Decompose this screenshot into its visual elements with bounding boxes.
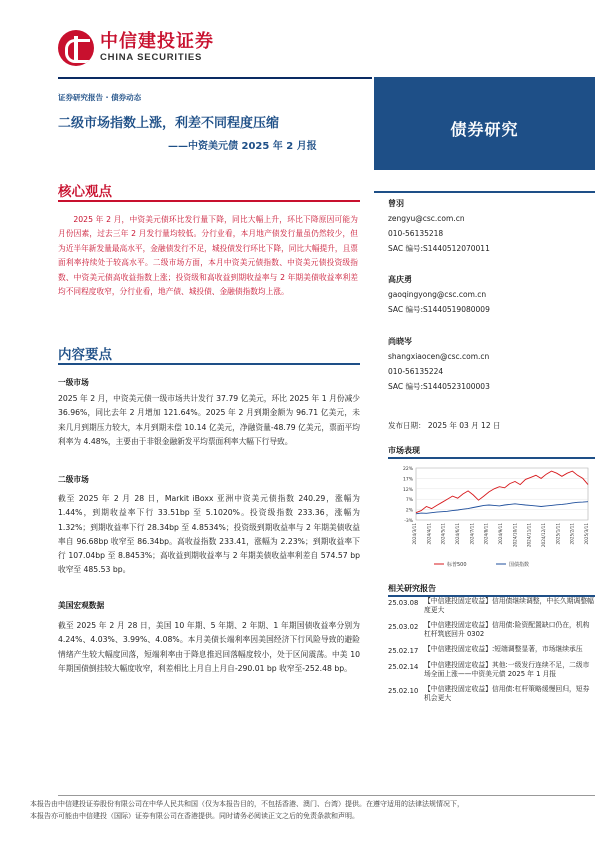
primary-market-text: 2025 年 2 月，中资美元债一级市场共计发行 37.79 亿美元，环比 2025 年 1 月份减少 36.96%，同比去年 2 月增加 121.64%。2025 年 2 月到期金额为 96.71 亿美元，未来几月到期压力较大，本月到期未偿 10.14 亿美元，净融资量-48.79 亿美元，票面平均利率为 4.48%，主要由于非银金融新发平均票面利率大幅下行导致。 xyxy=(58,394,360,446)
report-title: 二级市场指数上涨，利差不同程度压缩 xyxy=(58,116,280,131)
core-text: 2025 年 2 月，中资美元债环比发行量下降，同比大幅上升，环比下降原因可能为月份因素，过去三年 2 月发行量均较低。分行业看，本月地产债发行量虽仍然较少，但为近半年新发量最高水平，金融债发行不足，城投债发行环比下降，同比大幅提升，且票面利率持续处于较高水平。二级市场方面，本月中资美元债指数、中资美元债投资级指数、中资美元债高收益指数上涨；投资级和高收益到期收益率与 2 年期美债收益率利差均不同程度收窄，分行业看，地产债、城投债、金融债指数均上涨。 xyxy=(58,215,358,297)
analyst-name: 高庆勇 xyxy=(388,275,412,284)
analyst-sac: SAC 编号:S1440523100003 xyxy=(388,382,490,391)
list-item[interactable] xyxy=(388,597,595,616)
publish-date: 发布日期： 2025 年 03 月 12 日 xyxy=(388,421,501,430)
core-heading: 核心观点 xyxy=(58,184,112,200)
analyst-email: gaoqingyong@csc.com.cn xyxy=(388,290,487,299)
list-item[interactable] xyxy=(388,685,595,704)
series-line xyxy=(416,502,588,514)
analyst-2 xyxy=(388,272,490,317)
core-heading-rule xyxy=(58,200,360,202)
x-tick-label: 2024/9/11 xyxy=(498,523,503,545)
analyst-sac: SAC 编号:S1440512070011 xyxy=(388,244,490,253)
us-macro-heading: 美国宏观数据 xyxy=(58,601,105,610)
x-tick-label: 2024/3/11 xyxy=(412,523,417,545)
series-line xyxy=(416,471,588,513)
y-tick-label: -3% xyxy=(404,519,413,524)
x-tick-label: 2024/7/11 xyxy=(469,523,475,545)
disclaimer xyxy=(30,798,590,822)
category-title: 债券研究 xyxy=(450,120,519,139)
list-item[interactable] xyxy=(388,621,595,640)
logo-mark-icon xyxy=(58,30,94,66)
related-title[interactable]: 【中信建投固定收益】信用债:险资配置缺口仍在，机构杠杆筑底回升 0302 xyxy=(424,620,590,639)
legend-label: 标普500 xyxy=(447,562,467,568)
analyst-sac: SAC 编号:S1440519080009 xyxy=(388,305,490,314)
related-title[interactable]: 【中信建投固定收益】:短端调整显著，市场继续承压 xyxy=(424,644,583,653)
analyst-name: 曾羽 xyxy=(388,199,404,208)
report-type: 证券研究报告 · 债券动态 xyxy=(58,93,142,102)
secondary-market-heading: 二级市场 xyxy=(58,475,89,484)
analyst-separator xyxy=(374,191,595,193)
secondary-market-text: 截至 2025 年 2 月 28 日，Markit iBoxx 亚洲中资美元债指数 240.29，涨幅为 1.44%，到期收益率下行 33.51bp 至 5.1020%。投资级指数 233.36，涨幅为 1.32%；到期收益率下行 28.34bp 至 4.8534%；投资级到期收益率与 2 年期美债收益率自 96.68bp 收窄至 86.34bp。高收益指数 233.41，涨幅为 2.23%；到期收益率下行 107.04bp 至 8.8453%；高收益到期收益率与 2 年期美债收益率利差自 574.57 bp 收窄至 485.53 bp。 xyxy=(58,494,360,575)
list-item[interactable] xyxy=(388,645,595,656)
analyst-1 xyxy=(388,196,490,256)
x-tick-label: 2025/3/11 xyxy=(584,523,589,545)
footer-rule xyxy=(58,795,595,796)
analyst-email: shangxiaocen@csc.com.cn xyxy=(388,352,490,361)
related-date: 25.02.10 xyxy=(388,686,419,695)
category-panel xyxy=(374,77,595,170)
y-tick-label: 7% xyxy=(405,498,413,504)
y-tick-label: 2% xyxy=(405,508,413,514)
content-heading-rule xyxy=(58,363,360,365)
analyst-name: 尚晓岑 xyxy=(388,337,412,346)
x-tick-label: 2025/1/11 xyxy=(555,523,561,545)
analyst-phone: 010-56135224 xyxy=(388,367,444,376)
related-heading: 相关研究报告 xyxy=(388,584,436,593)
list-item[interactable] xyxy=(388,661,595,680)
x-tick-label: 2024/8/11 xyxy=(483,523,489,545)
primary-market-heading: 一级市场 xyxy=(58,378,89,387)
analyst-email: zengyu@csc.com.cn xyxy=(388,214,465,223)
y-tick-label: 12% xyxy=(402,487,413,493)
report-subtitle: ——中资美元债 2025 年 2 月报 xyxy=(168,141,317,152)
related-list xyxy=(388,597,595,709)
related-date: 25.03.08 xyxy=(388,599,419,607)
disclaimer-line-2: 本报告亦可能由中信建投（国际）证券有限公司在香港提供。同时请务必阅读正文之后的免责条款和声明。 xyxy=(30,812,359,820)
related-title[interactable]: 【中信建投固定收益】其他:一级发行连续不足，二级市场全面上涨——中资美元债 2025 年 1 月报 xyxy=(424,661,590,679)
analyst-3 xyxy=(388,334,490,394)
x-tick-label: 2024/11/11 xyxy=(526,523,532,548)
related-date: 25.02.17 xyxy=(388,646,419,655)
logo-cn-name: 中信建投证券 xyxy=(100,31,214,52)
logo-en-name: CHINA SECURITIES xyxy=(100,52,203,63)
y-tick-label: 17% xyxy=(402,477,413,483)
y-tick-label: 22% xyxy=(402,467,413,472)
related-date: 25.02.14 xyxy=(388,663,419,672)
disclaimer-line-1: 本报告由中信建投证券股份有限公司在中华人民共和国（仅为本报告目的，不包括香港、澳门、台湾）提供。在遵守适用的法律法规情况下， xyxy=(30,800,464,808)
market-performance-chart xyxy=(388,460,595,572)
x-tick-label: 2024/12/11 xyxy=(541,523,546,548)
related-title[interactable]: 【中信建投固定收益】信用债继续调整，中长久期调整幅度更大 xyxy=(424,597,594,615)
x-tick-label: 2024/5/11 xyxy=(440,523,446,545)
x-tick-label: 2024/6/11 xyxy=(455,523,460,545)
related-title[interactable]: 【中信建投固定收益】信用债:杠杆策略缓慢回归，短券机会更大 xyxy=(424,684,590,703)
related-date: 25.03.02 xyxy=(388,622,419,631)
analyst-phone: 010-56135218 xyxy=(388,229,444,238)
market-heading: 市场表现 xyxy=(388,446,420,455)
company-logo xyxy=(58,30,214,66)
x-tick-label: 2024/10/11 xyxy=(512,523,518,548)
us-macro-text: 截至 2025 年 2 月 28 日，美国 10 年期、5 年期、2 年期、1 年期国债收益率分别为 4.24%、4.03%、3.99%、4.08%。本月美债长端利率因美国经济下行风险导致的避险情绪产生较大幅度回落，短端利率由于降息推迟回落幅度较小，处于区间震荡。中美 10 年期国债倒挂较大幅度收窄，利差相比上月自上月自-290.01 bp 收窄至-252.48 bp。 xyxy=(58,621,360,673)
legend-label: 国债指数 xyxy=(509,562,530,568)
header-rule xyxy=(58,77,372,79)
market-heading-rule xyxy=(388,457,595,459)
x-tick-label: 2024/4/11 xyxy=(426,523,432,545)
content-heading: 内容要点 xyxy=(58,347,112,363)
x-tick-label: 2025/2/11 xyxy=(569,523,575,545)
